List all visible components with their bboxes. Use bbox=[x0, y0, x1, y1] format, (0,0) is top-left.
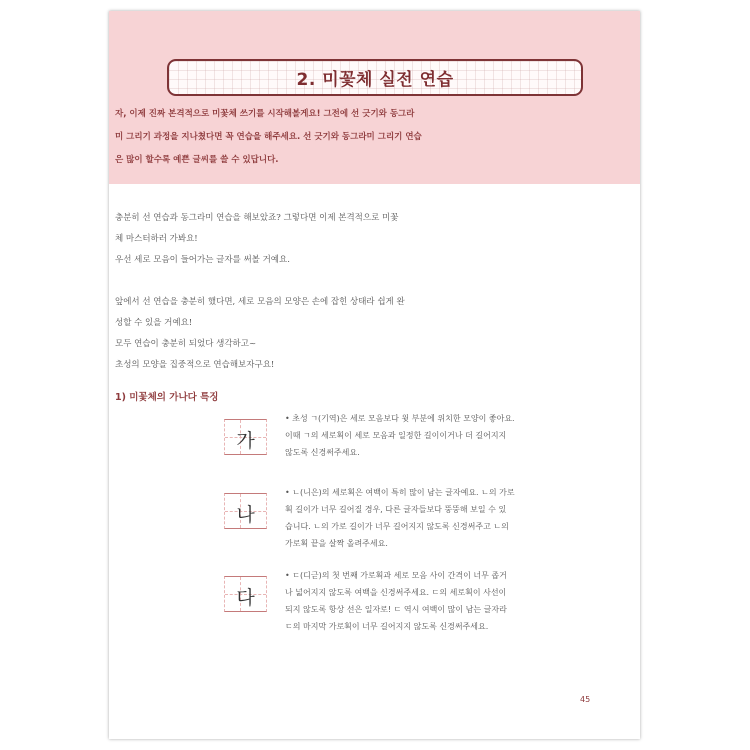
practice-char-box bbox=[224, 493, 267, 529]
char-description-line: 가로획 끝을 살짝 올려주세요. bbox=[285, 539, 388, 548]
char-description-line: • ㄷ(디귿)의 첫 번째 가로획과 세로 모음 사이 간격이 너무 좁거 bbox=[285, 571, 507, 580]
body-line: 체 마스터하러 가봐요! bbox=[115, 234, 198, 244]
char-description-line: 않도록 신경써주세요. bbox=[285, 448, 360, 457]
char-description-line: • 초성 ㄱ(기역)은 세로 모음보다 윗 부분에 위치한 모양이 좋아요. bbox=[285, 414, 515, 423]
char-description-line: 습니다. ㄴ의 가로 길이가 너무 길어지지 않도록 신경써주고 ㄴ의 bbox=[285, 522, 509, 531]
intro-line: 은 많이 할수록 예쁜 글씨를 쓸 수 있답니다. bbox=[115, 155, 279, 165]
intro-line: 미 그리기 과정을 지나쳤다면 꼭 연습을 해주세요. 선 긋기와 동그라미 그리기 연습 bbox=[115, 132, 422, 142]
practice-char: 나 bbox=[236, 504, 255, 526]
char-description-line: ㄷ의 마지막 가로획이 너무 길어지지 않도록 신경써주세요. bbox=[285, 622, 489, 631]
char-description-line: 나 넓어지지 않도록 여백을 신경써주세요. ㄷ의 세로획이 사선이 bbox=[285, 588, 507, 597]
char-description-line: 이때 ㄱ의 세로획이 세로 모음과 일정한 길이이거나 더 길어지지 bbox=[285, 431, 507, 440]
practice-char: 가 bbox=[236, 430, 255, 452]
page-number: 45 bbox=[580, 695, 591, 704]
body-line: 성할 수 있을 거예요! bbox=[115, 318, 193, 328]
intro-line: 자, 이제 진짜 본격적으로 미꽃체 쓰기를 시작해볼게요! 그전에 선 긋기와 동그라 bbox=[115, 109, 415, 119]
char-description-line: • ㄴ(니은)의 세로획은 여백이 특히 많이 남는 글자예요. ㄴ의 가로 bbox=[285, 488, 515, 497]
body-line: 초성의 모양을 집중적으로 연습해보자구요! bbox=[115, 360, 275, 370]
section-subheading: 1) 미꽃체의 가나다 특징 bbox=[115, 392, 219, 403]
practice-char-box bbox=[224, 576, 267, 612]
title-box bbox=[167, 59, 583, 96]
body-line: 충분히 선 연습과 동그라미 연습을 해보았죠? 그렇다면 이제 본격적으로 미꽃 bbox=[115, 213, 399, 223]
char-description-line: 획 길이가 너무 길어질 경우, 다른 글자들보다 뚱뚱해 보일 수 있 bbox=[285, 505, 507, 514]
body-line: 모두 연습이 충분히 되었다 생각하고~ bbox=[115, 339, 257, 349]
body-line: 앞에서 선 연습을 충분히 했다면, 세로 모음의 모양은 손에 잡힌 상태라 쉽게 완 bbox=[115, 297, 405, 307]
body-line: 우선 세로 모음이 들어가는 글자를 써볼 거예요. bbox=[115, 255, 290, 265]
practice-char: 다 bbox=[236, 587, 255, 609]
char-description-line: 되지 않도록 항상 선은 일자로! ㄷ 역시 여백이 많이 남는 글자라 bbox=[285, 605, 507, 614]
practice-char-box bbox=[224, 419, 267, 455]
page-title: 2. 미꽃체 실전 연습 bbox=[296, 70, 454, 90]
